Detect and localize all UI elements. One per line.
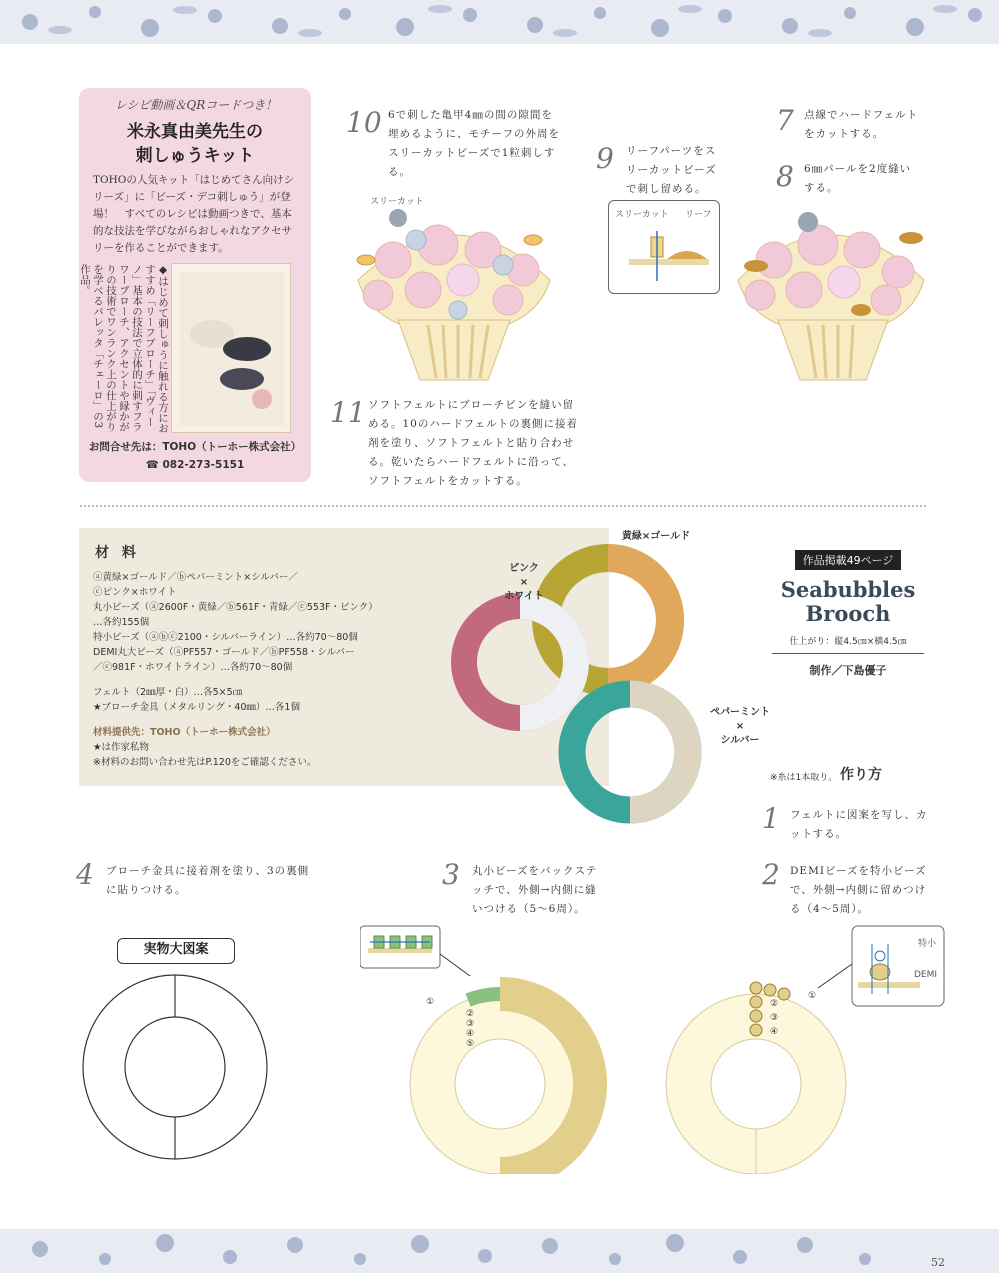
flower-basket-illustration-left (338, 200, 570, 390)
work-size: 仕上がり：縦4.5㎝×横4.5㎝ (772, 634, 924, 654)
materials-supplier: 材料提供先：TOHO（トーホー株式会社） (93, 727, 276, 738)
step-7-text: 点線でハードフェルトをカットする。 (804, 109, 919, 140)
detail-label-leaf: リーフ (685, 210, 712, 220)
svg-text:①: ① (808, 991, 817, 1001)
svg-text:①: ① (426, 997, 435, 1007)
kit-promo-box (79, 88, 311, 482)
kit-contact (87, 438, 303, 474)
material-line: 丸小ビーズ（ⓐ2600F・黄緑／ⓑ561F・青緑／ⓒ553F・ピンク） (93, 602, 378, 613)
material-line: ⓐ黄緑×ゴールド／ⓑペパーミント×シルバー／ (93, 572, 298, 583)
material-line: ／ⓒ981F・ホワイトライン）…各約70～80個 (93, 662, 293, 673)
work-credit (772, 526, 924, 678)
floral-footer-band (0, 1229, 999, 1273)
flower-basket-illustration-right (726, 200, 936, 390)
label-threecut: スリーカット (370, 197, 424, 207)
step-1-number: 1 (762, 802, 780, 835)
step-4-number: 4 (76, 858, 94, 891)
kit-title (89, 120, 301, 168)
leaf-detail-diagram (608, 200, 720, 294)
section-divider (80, 505, 926, 507)
step-1-text: フェルトに図案を写し、カットする。 (790, 809, 928, 840)
actual-size-pattern (80, 972, 270, 1162)
step-2-diagram (658, 924, 948, 1174)
svg-text:⑤: ⑤ (466, 1039, 475, 1049)
kit-photo-icon (172, 264, 292, 434)
work-name-line1: Seabubbles (780, 577, 916, 602)
brooch-mint-silver (572, 694, 688, 810)
step-8-number: 8 (776, 160, 794, 193)
step-8-text: 6㎜パールを2度縫いする。 (804, 163, 912, 194)
svg-text:③: ③ (770, 1013, 779, 1023)
step-7-number: 7 (776, 104, 794, 137)
step-9-text: リーフパーツをスリーカットビーズで刺し留める。 (626, 145, 717, 195)
thread-note: ※糸は1本取り。 (770, 773, 838, 783)
material-line: ★ブローチ金具（メタルリング・40㎜）…各1個 (93, 702, 300, 713)
kit-vertical-text: ◆はじめて刺しゅうに触れる方におすすめ「リーフブローチ」「ヴィーノ」基本の技法で立体的に刺すフラワーブローチ、アクセントや縁かがりの技術でワンランク上の仕上がりを学べるバレッタ「チェーロ」の3作品。 (79, 264, 169, 434)
step-2-text: DEMIビーズを特小ビーズで、外側→内側に留めつける（4～5周）。 (790, 865, 927, 915)
work-maker: 制作／下島優子 (809, 664, 887, 677)
pattern-title: 実物大図案 (117, 938, 235, 964)
work-name-line2: Brooch (805, 601, 891, 626)
material-line: …各約155個 (93, 617, 150, 628)
step-2-number: 2 (762, 858, 780, 891)
step-10-text: 6で刺した亀甲4㎜の間の隙間を埋めるように、モチーフの外周をスリーカットビーズで1粒刺しする。 (388, 109, 560, 178)
leaf-stitch-icon (609, 201, 721, 295)
material-line: ⓒピンク×ホワイト (93, 587, 177, 598)
svg-text:④: ④ (466, 1029, 475, 1039)
floral-pattern-icon (0, 1229, 999, 1273)
step-3-text: 丸小ビーズをバックステッチで、外側→内側に縫いつける（5～6周）。 (472, 865, 598, 915)
materials-inquiry-note: ※材料のお問い合わせ先はP.120をご確認ください。 (93, 757, 317, 768)
detail-label-threecut: スリーカット (615, 210, 669, 220)
kit-description: TOHOの人気キット「はじめてさん向けシリーズ」に「ビーズ・デコ刺しゅう」が登場！ すべてのレシピは動画つきで、基本的な技法を学びながらおしゃれなアクセサリーを作ることができます。 (93, 174, 295, 254)
svg-text:④: ④ (770, 1027, 779, 1037)
step-3-number: 3 (442, 858, 460, 891)
step-11-text: ソフトフェルトにブローチピンを縫い留める。10のハードフェルトの裏側に接着剤を塗り、ソフトフェルトと貼り合わせる。乾いたらハードフェルトに沿って、ソフトフェルトをカットする。 (368, 399, 579, 487)
label-mint-silver: ペパーミント × シルバー (710, 707, 770, 746)
floral-header-band (0, 0, 999, 44)
work-page-ref: 作品掲載49ページ (795, 550, 902, 570)
materials-own-note: ★は作家私物 (93, 742, 150, 753)
page-number: 52 (931, 1256, 945, 1269)
step-11-number: 11 (330, 396, 366, 429)
kit-tagline: レシピ動画＆QRコードつき！ (114, 98, 278, 112)
kit-title-line1: 米永真由美先生の (127, 122, 263, 142)
step-3-diagram (360, 924, 610, 1174)
kit-product-image (171, 263, 291, 433)
step-4-text: ブローチ金具に接着剤を塗り、3の裏側に貼りつける。 (106, 865, 310, 896)
svg-text:③: ③ (466, 1019, 475, 1029)
label-demi: DEMI (914, 970, 938, 980)
label-tokusho: 特小 (918, 939, 937, 949)
label-pink-white: ピンク × ホワイト (504, 563, 544, 602)
kit-contact-company: お問合せ先は：TOHO（トーホー株式会社） (88, 441, 302, 453)
materials-title: 材 料 (95, 545, 140, 561)
step-10-number: 10 (346, 106, 382, 139)
material-line: 特小ビーズ（ⓐⓑⓒ2100・シルバーライン）…各約70～80個 (93, 632, 358, 643)
floral-pattern-icon (0, 0, 999, 44)
material-line: フェルト（2㎜厚・白）…各5×5㎝ (93, 687, 243, 698)
step-9-number: 9 (596, 142, 614, 175)
svg-text:②: ② (466, 1009, 475, 1019)
howto-title: 作り方 (840, 767, 882, 783)
label-yellow-gold: 黄緑×ゴールド (621, 531, 691, 542)
svg-text:②: ② (770, 999, 779, 1009)
kit-contact-phone: ☎ 082-273-5151 (145, 459, 245, 471)
brooch-photos (440, 540, 770, 830)
material-line: DEMI丸大ビーズ（ⓐPF557・ゴールド／ⓑPF558・シルバー (93, 647, 355, 658)
kit-title-line2: 刺しゅうキット (135, 146, 255, 166)
